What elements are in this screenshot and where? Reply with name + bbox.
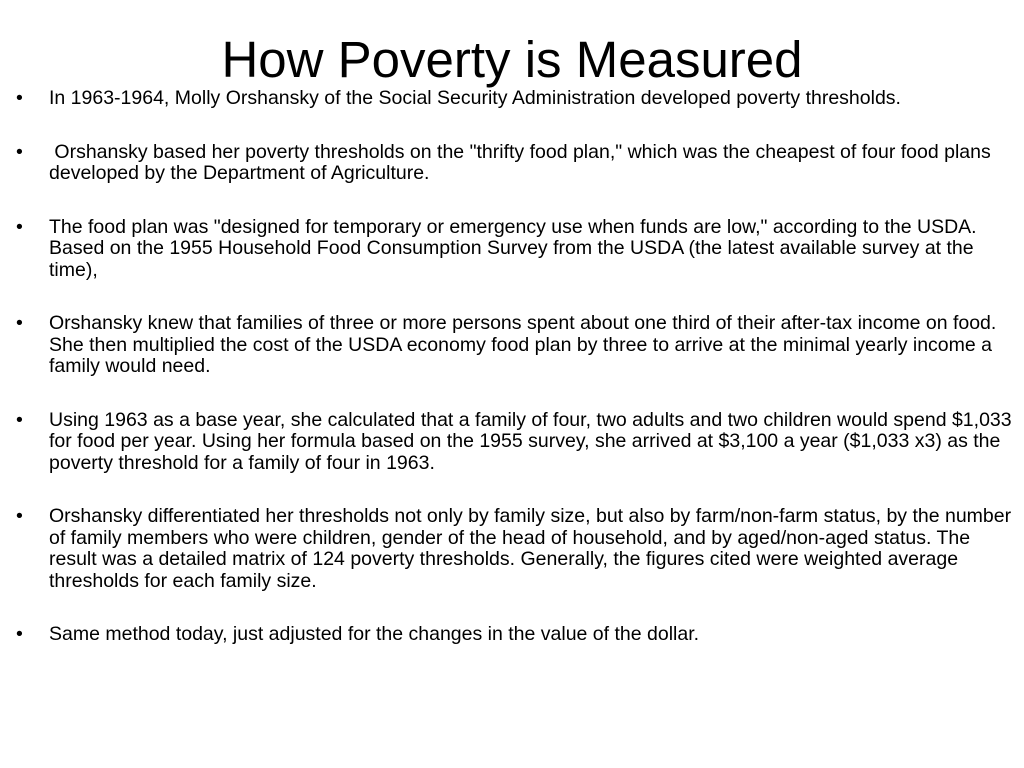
bullet-text: The food plan was "designed for temporary or emergency use when funds are low," according to the USDA. Based on the 1955 Household Food Consumption Survey from the USDA (the latest available survey at the time), [49, 215, 977, 281]
bullet-marker: • [16, 215, 23, 238]
slide-title: How Poverty is Measured [221, 31, 803, 88]
bullet-marker: • [16, 312, 23, 334]
bullet-item [16, 88, 1014, 110]
bullet-marker: • [16, 505, 23, 527]
bullet-text: Orshansky knew that families of three or more persons spent about one third of their after-tax income on food. She then multiplied the cost of the USDA economy food plan by three to arrive at the minimal yearly income a family would need. [49, 312, 997, 377]
bullet-text: Using 1963 as a base year, she calculated that a family of four, two adults and two children would spend $1,033 for food per year. Using her formula based on the 1955 survey, she arrived at $3,100 a year ($1,033 x3) as the poverty threshold for a family of four in 1963. [49, 408, 1012, 474]
bullet-list [16, 88, 1014, 678]
bullet-item [16, 313, 1014, 378]
bullet-text: Orshansky based her poverty thresholds on the "thrifty food plan," which was the cheapest of four food plans developed by the Department of Agriculture. [49, 140, 997, 184]
bullet-marker: • [16, 140, 23, 163]
bullet-text: Orshansky differentiated her thresholds not only by family size, but also by farm/non-farm status, by the number of family members who were children, gender of the head of household, and by aged/non-aged status. The result was a detailed matrix of 124 poverty thresholds. Generally, the figures cited were weighted average thresholds for each family size. [49, 505, 1012, 592]
bullet-item [16, 142, 1014, 185]
bullet-text: In 1963-1964, Molly Orshansky of the Social Security Administration developed poverty thresholds. [49, 87, 901, 109]
bullet-item [16, 217, 1014, 282]
bullet-marker: • [16, 408, 23, 431]
bullet-marker: • [16, 623, 23, 645]
bullet-item [16, 506, 1014, 592]
bullet-item [16, 410, 1014, 475]
bullet-item [16, 624, 1014, 646]
bullet-text: Same method today, just adjusted for the changes in the value of the dollar. [49, 623, 700, 645]
bullet-marker: • [16, 87, 23, 109]
